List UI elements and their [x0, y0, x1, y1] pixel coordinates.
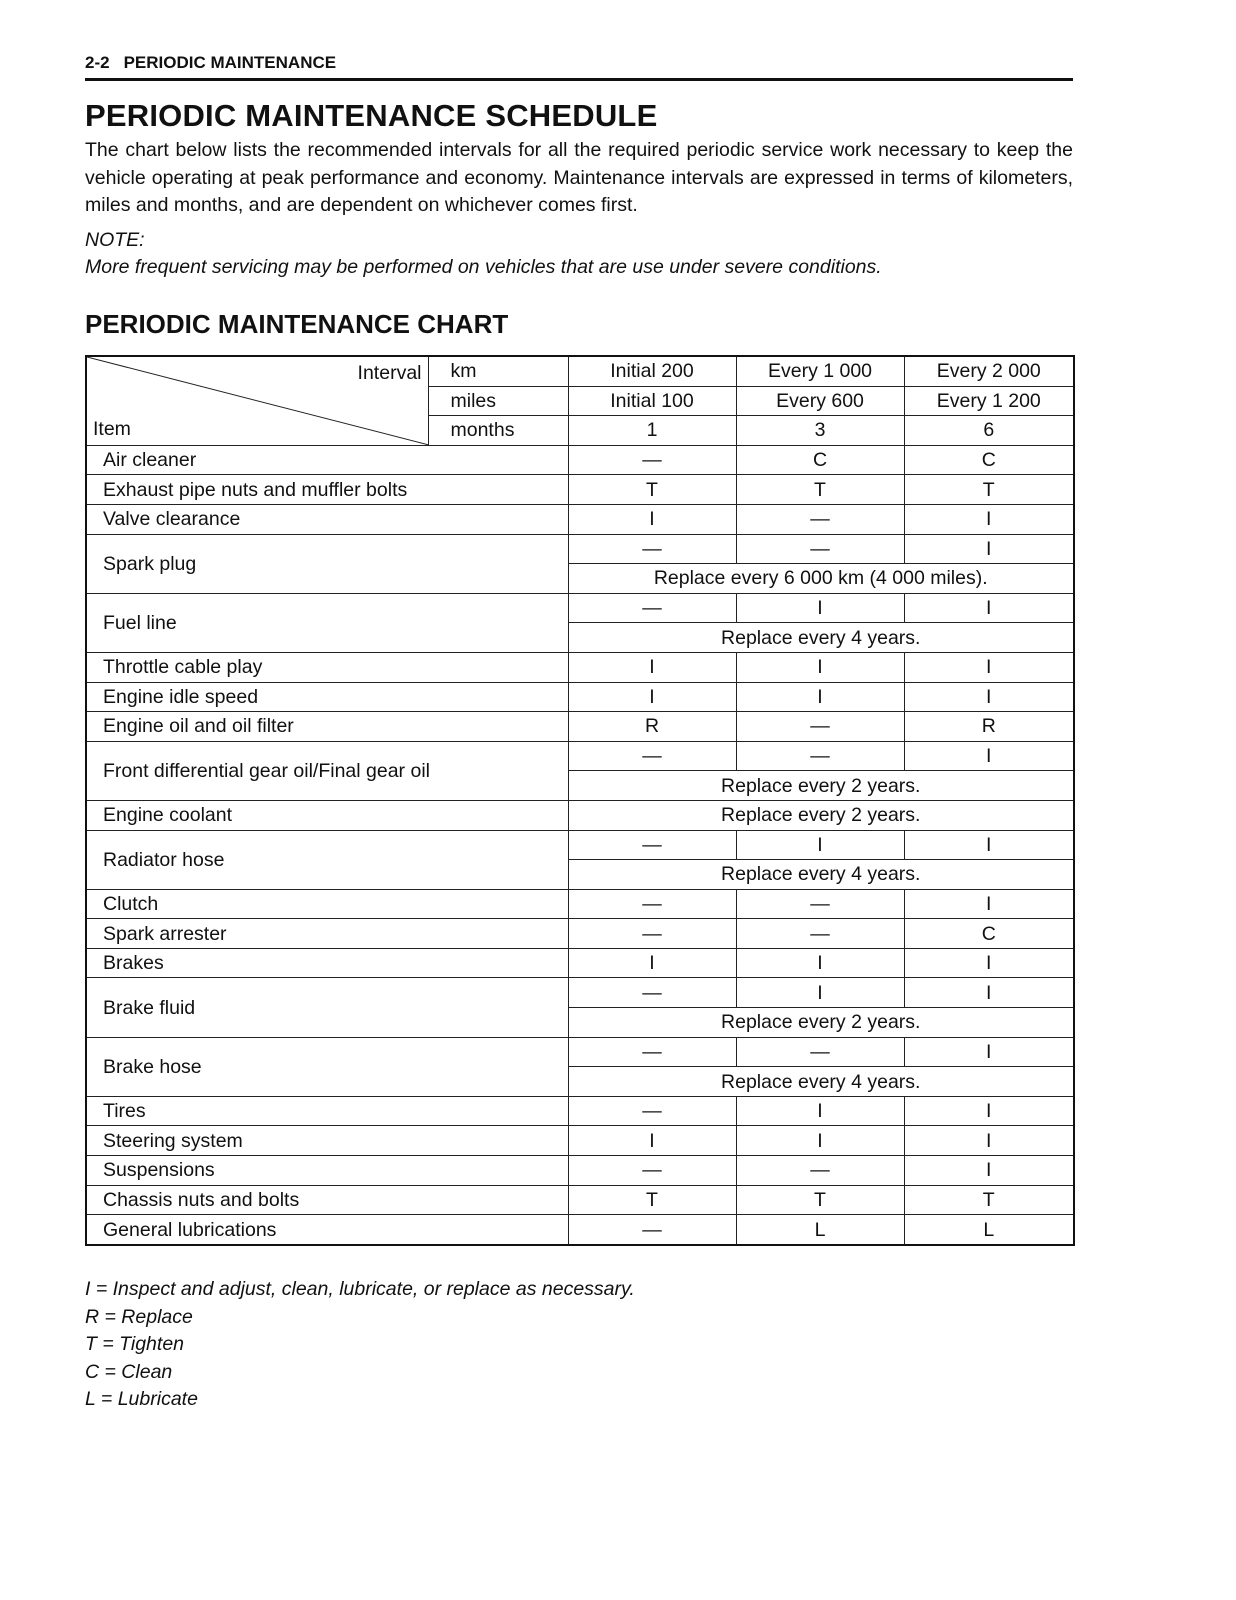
table-row: [86, 1185, 1074, 1215]
schedule-cell: —: [736, 1037, 904, 1067]
note-label: NOTE:: [85, 229, 145, 251]
schedule-cell: —: [568, 1156, 736, 1186]
schedule-cell: I: [904, 534, 1074, 564]
schedule-cell: I: [904, 1156, 1074, 1186]
schedule-cell: —: [568, 534, 736, 564]
schedule-cell: —: [568, 741, 736, 771]
schedule-cell: —: [568, 919, 736, 949]
table-row: [86, 1037, 1074, 1067]
table-row: [86, 504, 1074, 534]
interval-header: Interval: [357, 362, 422, 384]
item-name: Brake hose: [86, 1037, 568, 1096]
schedule-cell: I: [736, 948, 904, 978]
legend-tighten: T = Tighten: [85, 1333, 185, 1356]
replace-note: Replace every 6 000 km (4 000 miles).: [568, 564, 1074, 594]
interval-miles-1: Initial 100: [568, 386, 736, 416]
item-name: Engine coolant: [86, 800, 568, 830]
schedule-cell: R: [904, 712, 1074, 742]
schedule-cell: —: [736, 919, 904, 949]
maintenance-chart: [85, 355, 1075, 1246]
table-corner-cell: [86, 356, 428, 445]
item-header: Item: [93, 417, 131, 440]
item-name: Fuel line: [86, 593, 568, 652]
running-head: [85, 52, 1073, 81]
schedule-cell: —: [568, 445, 736, 475]
item-name: Exhaust pipe nuts and muffler bolts: [86, 475, 568, 505]
table-row: [86, 741, 1074, 771]
unit-km: km: [428, 356, 568, 386]
schedule-cell: I: [568, 652, 736, 682]
schedule-cell: I: [904, 1126, 1074, 1156]
page-title: PERIODIC MAINTENANCE SCHEDULE: [85, 98, 658, 133]
legend-lubricate: L = Lubricate: [85, 1388, 198, 1411]
table-row: [86, 919, 1074, 949]
table-row: [86, 1096, 1074, 1126]
item-name: General lubrications: [86, 1215, 568, 1245]
item-name: Suspensions: [86, 1156, 568, 1186]
table-row: [86, 682, 1074, 712]
schedule-cell: I: [904, 504, 1074, 534]
schedule-cell: I: [736, 1126, 904, 1156]
schedule-cell: I: [736, 1096, 904, 1126]
schedule-cell: —: [568, 1096, 736, 1126]
schedule-cell: I: [904, 1037, 1074, 1067]
unit-miles: miles: [428, 386, 568, 416]
schedule-cell: L: [904, 1215, 1074, 1245]
legend: [85, 1276, 635, 1414]
intro-paragraph: The chart below lists the recommended intervals for all the required periodic service work necessary to keep the vehicle operating at peak performance and economy. Maintenance intervals are expressed in terms of kilometers, miles and months, and are dependent on whichever comes first.: [85, 139, 1073, 216]
item-name: Throttle cable play: [86, 652, 568, 682]
table-row: [86, 712, 1074, 742]
schedule-cell: I: [568, 1126, 736, 1156]
schedule-cell: I: [904, 1096, 1074, 1126]
schedule-cell: I: [904, 978, 1074, 1008]
schedule-cell: C: [904, 919, 1074, 949]
schedule-cell: —: [568, 889, 736, 919]
replace-note: Replace every 2 years.: [568, 800, 1074, 830]
schedule-cell: I: [904, 830, 1074, 860]
replace-note: Replace every 2 years.: [568, 1008, 1074, 1038]
note-text: More frequent servicing may be performed on vehicles that are use under severe conditions.: [85, 256, 882, 278]
schedule-cell: —: [568, 593, 736, 623]
schedule-cell: —: [736, 889, 904, 919]
item-name: Radiator hose: [86, 830, 568, 889]
schedule-cell: T: [904, 1185, 1074, 1215]
schedule-cell: I: [904, 741, 1074, 771]
table-row: [86, 534, 1074, 564]
item-name: Brakes: [86, 948, 568, 978]
schedule-cell: I: [568, 504, 736, 534]
schedule-cell: —: [736, 1156, 904, 1186]
schedule-cell: I: [736, 978, 904, 1008]
item-name: Valve clearance: [86, 504, 568, 534]
schedule-cell: I: [736, 830, 904, 860]
schedule-cell: —: [568, 1215, 736, 1245]
item-name: Front differential gear oil/Final gear oil: [86, 741, 568, 800]
schedule-cell: C: [736, 445, 904, 475]
schedule-cell: C: [904, 445, 1074, 475]
schedule-cell: I: [568, 682, 736, 712]
schedule-cell: —: [568, 1037, 736, 1067]
table-row: [86, 475, 1074, 505]
schedule-cell: —: [736, 712, 904, 742]
schedule-cell: L: [736, 1215, 904, 1245]
interval-km-1: Initial 200: [568, 356, 736, 386]
table-row: [86, 1215, 1074, 1245]
unit-months: months: [428, 416, 568, 446]
replace-note: Replace every 2 years.: [568, 771, 1074, 801]
item-name: Steering system: [86, 1126, 568, 1156]
interval-miles-2: Every 600: [736, 386, 904, 416]
legend-inspect: I = Inspect and adjust, clean, lubricate, or replace as necessary.: [85, 1278, 635, 1300]
schedule-cell: T: [568, 475, 736, 505]
schedule-cell: I: [904, 593, 1074, 623]
replace-note: Replace every 4 years.: [568, 623, 1074, 653]
item-name: Brake fluid: [86, 978, 568, 1037]
schedule-cell: I: [904, 948, 1074, 978]
table-row: [86, 800, 1074, 830]
table-row: [86, 830, 1074, 860]
schedule-cell: T: [904, 475, 1074, 505]
schedule-cell: R: [568, 712, 736, 742]
table-row: [86, 978, 1074, 1008]
interval-months-1: 1: [568, 416, 736, 446]
page-number: 2-2: [85, 53, 110, 72]
item-name: Air cleaner: [86, 445, 568, 475]
schedule-cell: I: [904, 889, 1074, 919]
item-name: Chassis nuts and bolts: [86, 1185, 568, 1215]
table-row: [86, 445, 1074, 475]
replace-note: Replace every 4 years.: [568, 1067, 1074, 1097]
item-name: Tires: [86, 1096, 568, 1126]
section-title: PERIODIC MAINTENANCE: [123, 53, 337, 72]
table-row: [86, 593, 1074, 623]
table-row: [86, 948, 1074, 978]
item-name: Engine oil and oil filter: [86, 712, 568, 742]
legend-replace: R = Replace: [85, 1305, 193, 1328]
item-name: Spark arrester: [86, 919, 568, 949]
item-name: Spark plug: [86, 534, 568, 593]
schedule-cell: T: [736, 475, 904, 505]
interval-months-3: 6: [904, 416, 1074, 446]
schedule-cell: —: [736, 741, 904, 771]
schedule-cell: I: [736, 682, 904, 712]
table-row: [86, 652, 1074, 682]
schedule-cell: —: [736, 504, 904, 534]
schedule-cell: —: [568, 830, 736, 860]
interval-km-3: Every 2 000: [904, 356, 1074, 386]
schedule-cell: —: [568, 978, 736, 1008]
legend-clean: C = Clean: [85, 1360, 173, 1383]
table-row: [86, 1126, 1074, 1156]
interval-miles-3: Every 1 200: [904, 386, 1074, 416]
schedule-cell: I: [904, 682, 1074, 712]
interval-months-2: 3: [736, 416, 904, 446]
item-name: Engine idle speed: [86, 682, 568, 712]
schedule-cell: —: [736, 534, 904, 564]
schedule-cell: I: [904, 652, 1074, 682]
schedule-cell: I: [736, 652, 904, 682]
interval-km-2: Every 1 000: [736, 356, 904, 386]
item-name: Clutch: [86, 889, 568, 919]
chart-title: PERIODIC MAINTENANCE CHART: [85, 309, 509, 339]
schedule-cell: T: [568, 1185, 736, 1215]
schedule-cell: T: [736, 1185, 904, 1215]
table-row: [86, 889, 1074, 919]
table-row: [86, 1156, 1074, 1186]
schedule-cell: I: [736, 593, 904, 623]
schedule-cell: I: [568, 948, 736, 978]
replace-note: Replace every 4 years.: [568, 860, 1074, 890]
